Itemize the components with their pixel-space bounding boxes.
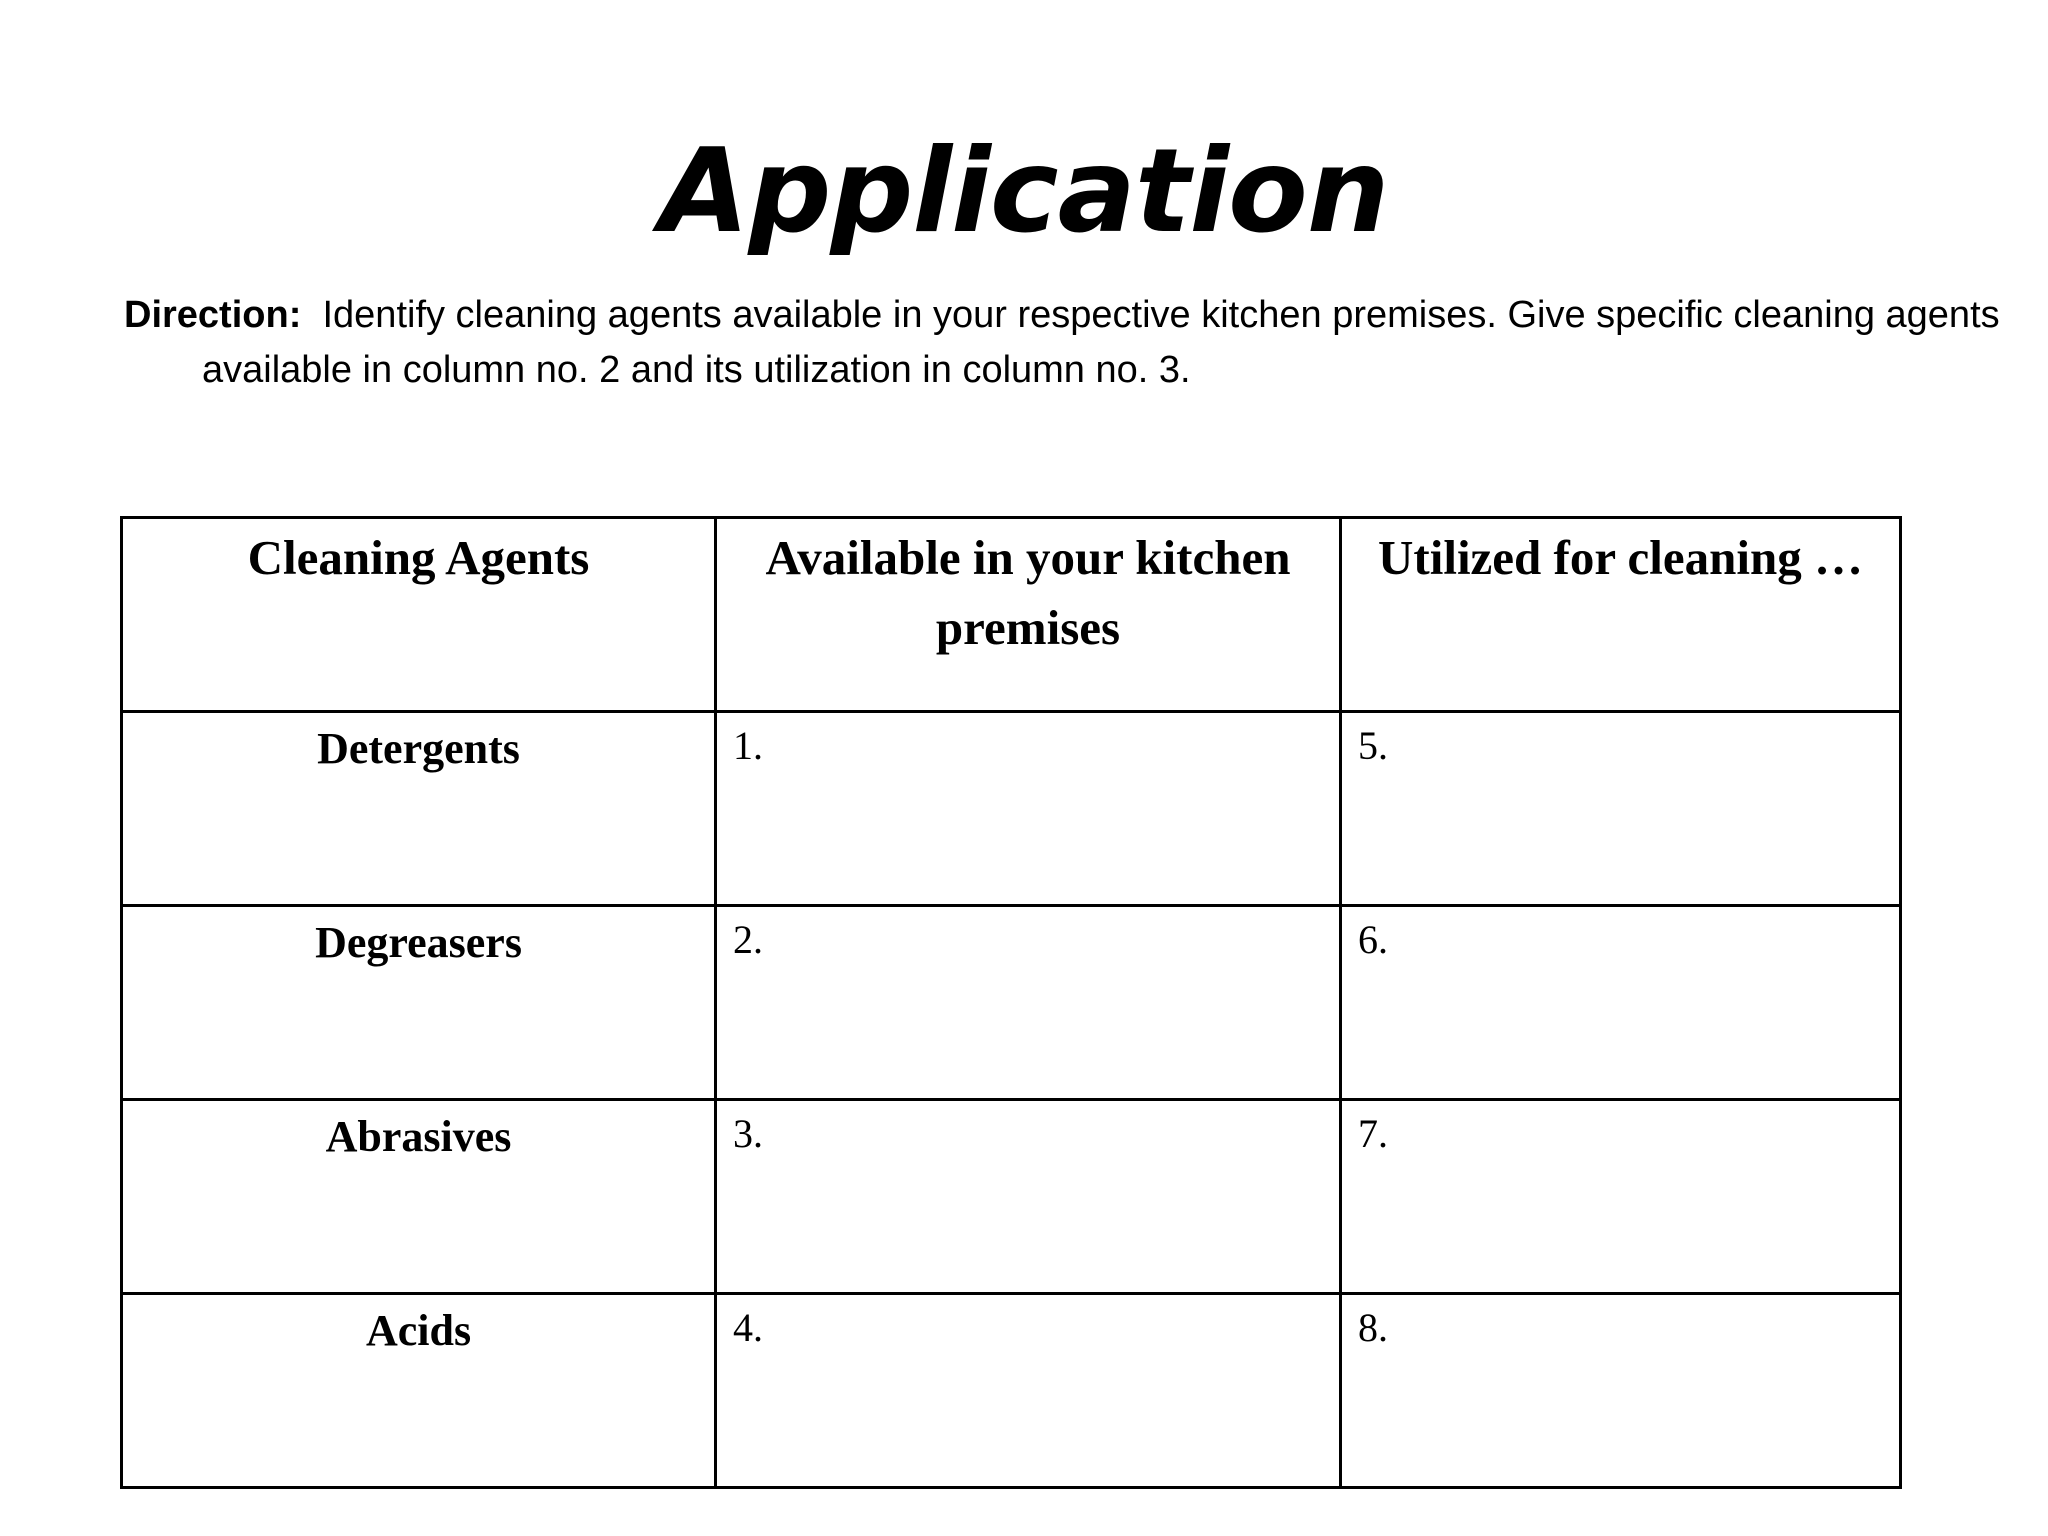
table-row (122, 1294, 1901, 1488)
table-row (122, 906, 1901, 1100)
header-available: Available in your kitchen premises (716, 518, 1341, 712)
agent-name-cell: Abrasives (122, 1100, 716, 1294)
direction-text: Identify cleaning agents available in your respective kitchen premises. Give specific cleaning agents available in column no. 2 and its utilization in column no. 3. (202, 294, 2000, 391)
utilized-input-cell[interactable]: 5. (1341, 712, 1901, 906)
available-input-cell[interactable]: 1. (716, 712, 1341, 906)
agent-name-cell: Acids (122, 1294, 716, 1488)
utilized-input-cell[interactable]: 8. (1341, 1294, 1901, 1488)
table-row (122, 712, 1901, 906)
available-input-cell[interactable]: 4. (716, 1294, 1341, 1488)
direction-label: Direction: (124, 294, 302, 336)
utilized-input-cell[interactable]: 6. (1341, 906, 1901, 1100)
table-row (122, 1100, 1901, 1294)
table-header-row (122, 518, 1901, 712)
header-utilized: Utilized for cleaning … (1341, 518, 1901, 712)
agent-name-cell: Detergents (122, 712, 716, 906)
utilized-input-cell[interactable]: 7. (1341, 1100, 1901, 1294)
available-input-cell[interactable]: 2. (716, 906, 1341, 1100)
cleaning-agents-table (120, 516, 1902, 1489)
available-input-cell[interactable]: 3. (716, 1100, 1341, 1294)
header-cleaning-agents: Cleaning Agents (122, 518, 716, 712)
direction-paragraph (124, 288, 2002, 398)
agent-name-cell: Degreasers (122, 906, 716, 1100)
page-title: Application (659, 124, 1389, 259)
